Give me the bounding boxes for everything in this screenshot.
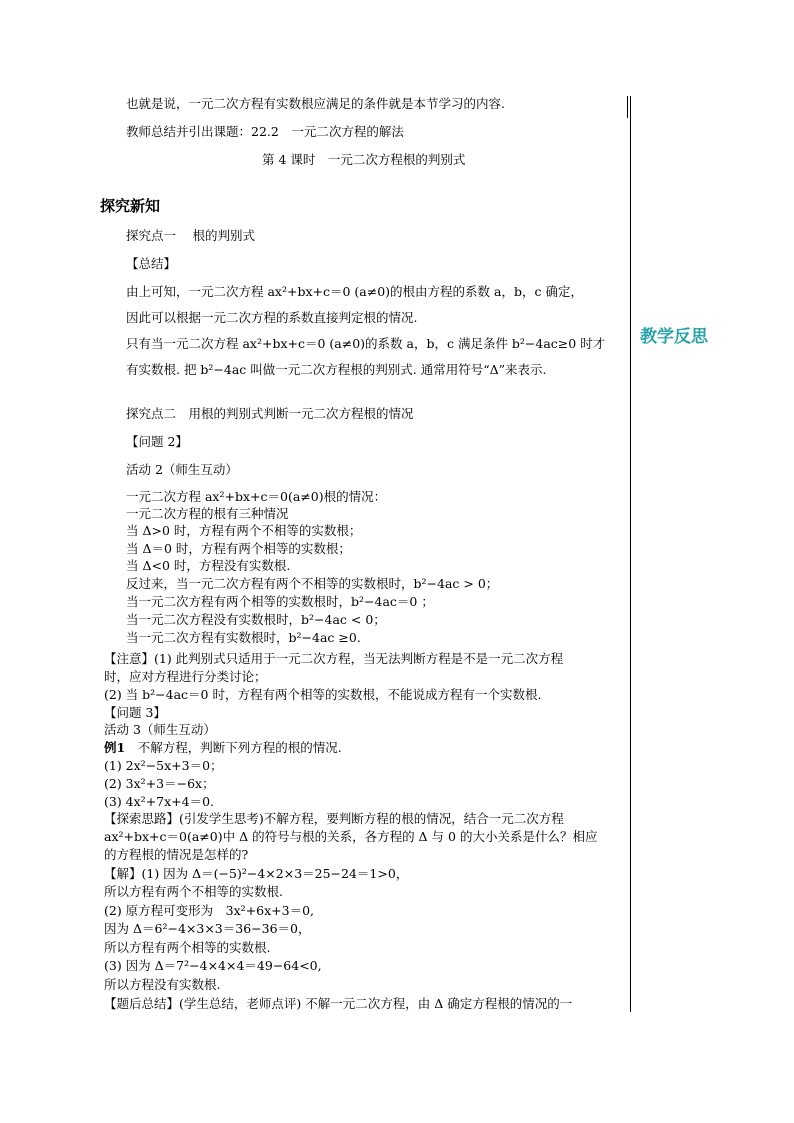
text-line: 一元二次方程 ax²+bx+c＝0(a≠0)根的情况： <box>126 489 387 504</box>
text-line: (2) 当 b²−4ac＝0 时，方程有两个相等的实数根，不能说成方程有一个实数根. <box>104 687 542 702</box>
text-line: (3) 4x²+7x+4＝0. <box>104 794 215 809</box>
text-line: 所以方程有两个相等的实数根. <box>104 940 271 955</box>
text-line: 【注意】(1) 此判别式只适用于一元二次方程，当无法判断方程是不是一元二次方程 <box>104 651 564 666</box>
text-line: (2) 原方程可变形为 3x²+6x+3＝0, <box>104 903 315 918</box>
text-line: 时，应对方程进行分类讨论； <box>104 669 267 684</box>
text-line: 由上可知，一元二次方程 ax²+bx+c＝0 (a≠0)的根由方程的系数 a，b，c 确定， <box>126 284 583 299</box>
example-label: 例1 <box>104 740 126 755</box>
lesson-title: 第 4 课时 一元二次方程根的判别式 <box>262 152 466 167</box>
text-line: 因此可以根据一元二次方程的系数直接判定根的情况. <box>126 310 418 325</box>
section-heading: 探究新知 <box>100 197 161 215</box>
text-line: 探究点一 根的判别式 <box>126 228 255 243</box>
text-line: 所以方程没有实数根. <box>104 977 221 992</box>
table-border-left <box>627 96 628 118</box>
text-line: 当一元二次方程有实数根时，b²−4ac ≥0. <box>126 630 361 645</box>
example-text: 不解方程，判断下列方程的根的情况. <box>125 740 342 755</box>
text-line: 【探索思路】(引发学生思考)不解方程，要判断方程的根的情况，结合一元二次方程 <box>104 811 564 826</box>
example-line <box>104 740 342 756</box>
text-line: 也就是说，一元二次方程有实数根应满足的条件就是本节学习的内容. <box>126 96 505 111</box>
text-line: 所以方程有两个不相等的实数根. <box>104 884 283 899</box>
teaching-reflection-label: 教学反思 <box>640 327 708 347</box>
text-line: 【问题 2】 <box>126 434 188 449</box>
text-line: 的方程根的情况是怎样的? <box>104 847 249 862</box>
text-line: 只有当一元二次方程 ax²+bx+c＝0 (a≠0)的系数 a，b，c 满足条件 b²−4ac≥0 时才 <box>126 336 606 351</box>
text-line: 因为 Δ＝6²−4×3×3＝36−36＝0， <box>104 921 311 936</box>
text-line: 教师总结并引出课题：22.2 一元二次方程的解法 <box>126 124 404 139</box>
text-line: 【总结】 <box>126 256 177 271</box>
text-line: 活动 2（师生互动） <box>126 462 238 477</box>
text-line: (3) 因为 Δ＝7²−4×4×4＝49−64<0, <box>104 958 322 973</box>
table-border-right <box>630 96 631 1012</box>
text-line: 探究点二 用根的判别式判断一元二次方程根的情况 <box>126 406 414 421</box>
text-line: 【题后总结】(学生总结，老师点评) 不解一元二次方程，由 Δ 确定方程根的情况的一 <box>104 996 573 1011</box>
text-line: 当 Δ<0 时，方程没有实数根. <box>126 558 291 573</box>
text-line: 有实数根. 把 b²−4ac 叫做一元二次方程根的判别式. 通常用符号“Δ”来表示. <box>126 362 547 377</box>
text-line: 活动 3（师生互动） <box>104 722 216 737</box>
text-line: ax²+bx+c＝0(a≠0)中 Δ 的符号与根的关系，各方程的 Δ 与 0 的大小关系是什么？相应 <box>104 829 598 844</box>
text-line: (2) 3x²+3＝−6x； <box>104 776 215 791</box>
text-line: 【解】(1) 因为 Δ＝(−5)²−4×2×3＝25−24＝1>0， <box>104 866 409 881</box>
text-line: 当 Δ>0 时，方程有两个不相等的实数根； <box>126 523 362 538</box>
text-line: (1) 2x²−5x+3＝0； <box>104 758 223 773</box>
text-line: 当一元二次方程没有实数根时，b²−4ac < 0； <box>126 612 386 627</box>
text-line: 一元二次方程的根有三种情况 <box>126 506 289 521</box>
text-line: 当 Δ＝0 时，方程有两个相等的实数根； <box>126 541 351 556</box>
text-line: 当一元二次方程有两个相等的实数根时，b²−4ac＝0 ； <box>126 594 434 609</box>
text-line: 【问题 3】 <box>104 705 166 720</box>
text-line: 反过来，当一元二次方程有两个不相等的实数根时，b²−4ac > 0； <box>126 576 499 591</box>
